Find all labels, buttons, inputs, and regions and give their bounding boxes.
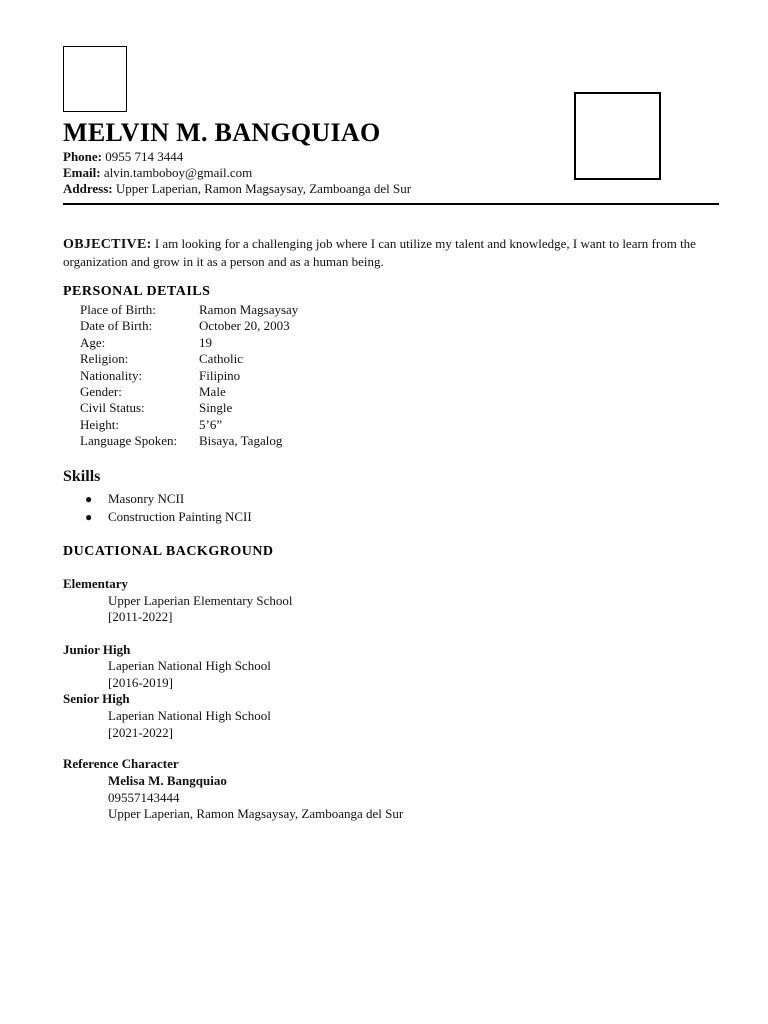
junior-high-years: [2016-2019]: [108, 675, 173, 690]
skills-list: [85, 490, 252, 526]
contact-email: [63, 165, 252, 181]
junior-high-school: Laperian National High School: [108, 658, 271, 673]
detail-label: Religion:: [80, 351, 129, 367]
personal-detail-row: [80, 417, 298, 433]
objective-label: OBJECTIVE:: [63, 237, 152, 252]
objective-paragraph: [63, 235, 703, 270]
skill-label: Construction Painting NCII: [108, 509, 252, 524]
contact-phone: [63, 149, 183, 165]
detail-label: Place of Birth:: [80, 302, 156, 317]
header-divider: [63, 203, 719, 205]
bullet-icon: ●: [85, 510, 93, 524]
phone-label: Phone:: [63, 149, 102, 164]
detail-value: Filipino: [199, 367, 241, 383]
junior-high-heading: Junior High: [63, 642, 131, 657]
bullet-icon: ●: [85, 492, 93, 506]
detail-value: 5’6”: [199, 416, 223, 432]
detail-label: Civil Status:: [80, 400, 145, 416]
elementary-school: Upper Laperian Elementary School: [108, 593, 293, 608]
skills-heading: Skills: [63, 468, 101, 485]
reference-phone: 09557143444: [108, 790, 180, 805]
elementary-years: [2011-2022]: [108, 609, 173, 624]
detail-value: Catholic: [199, 351, 244, 367]
email-label: Email:: [63, 165, 101, 180]
senior-high-school: Laperian National High School: [108, 708, 271, 723]
detail-label: Age:: [80, 334, 106, 350]
personal-detail-row: [80, 302, 298, 318]
applicant-name: MELVIN M. BANGQUIAO: [63, 118, 381, 147]
senior-high-heading: Senior High: [63, 691, 130, 706]
phone-value: 0955 714 3444: [105, 149, 184, 164]
reference-address: Upper Laperian, Ramon Magsaysay, Zamboanga del Sur: [108, 806, 404, 821]
skill-item: [85, 508, 252, 526]
personal-detail-row: [80, 433, 298, 449]
personal-details-heading: PERSONAL DETAILS: [63, 284, 211, 299]
detail-label: Gender:: [80, 384, 122, 400]
personal-detail-row: [80, 368, 298, 384]
personal-detail-row: [80, 335, 298, 351]
address-value: Upper Laperian, Ramon Magsaysay, Zamboanga del Sur: [115, 181, 412, 196]
skill-label: Masonry NCII: [108, 491, 185, 506]
objective-text: I am looking for a challenging job where I can utilize my talent and knowledge, I want to learn from the organization and grow in it as a person and as a human being.: [63, 236, 696, 269]
photo-placeholder-box: [574, 92, 661, 180]
contact-address: [63, 181, 411, 197]
personal-detail-row: [80, 318, 298, 334]
senior-high-years: [2021-2022]: [108, 725, 173, 740]
detail-label: Date of Birth:: [80, 318, 153, 334]
skill-item: [85, 490, 252, 508]
email-value: alvin.tamboboy@gmail.com: [103, 165, 253, 180]
detail-label: Nationality:: [80, 367, 143, 383]
education-heading: DUCATIONAL BACKGROUND: [63, 544, 274, 559]
detail-label: Language Spoken:: [80, 433, 178, 449]
detail-value: 19: [199, 334, 212, 350]
personal-detail-row: [80, 351, 298, 367]
personal-details-table: [80, 302, 298, 450]
logo-placeholder-box: [63, 46, 127, 112]
elementary-heading: Elementary: [63, 576, 128, 591]
address-label: Address:: [63, 181, 113, 196]
detail-value: Ramon Magsaysay: [199, 302, 299, 317]
personal-detail-row: [80, 400, 298, 416]
reference-heading: Reference Character: [63, 756, 179, 771]
detail-value: Bisaya, Tagalog: [199, 433, 283, 449]
detail-label: Height:: [80, 416, 119, 432]
detail-value: Male: [199, 384, 226, 400]
reference-name: Melisa M. Bangquiao: [108, 773, 227, 788]
detail-value: Single: [199, 400, 233, 416]
detail-value: October 20, 2003: [199, 318, 290, 334]
personal-detail-row: [80, 384, 298, 400]
